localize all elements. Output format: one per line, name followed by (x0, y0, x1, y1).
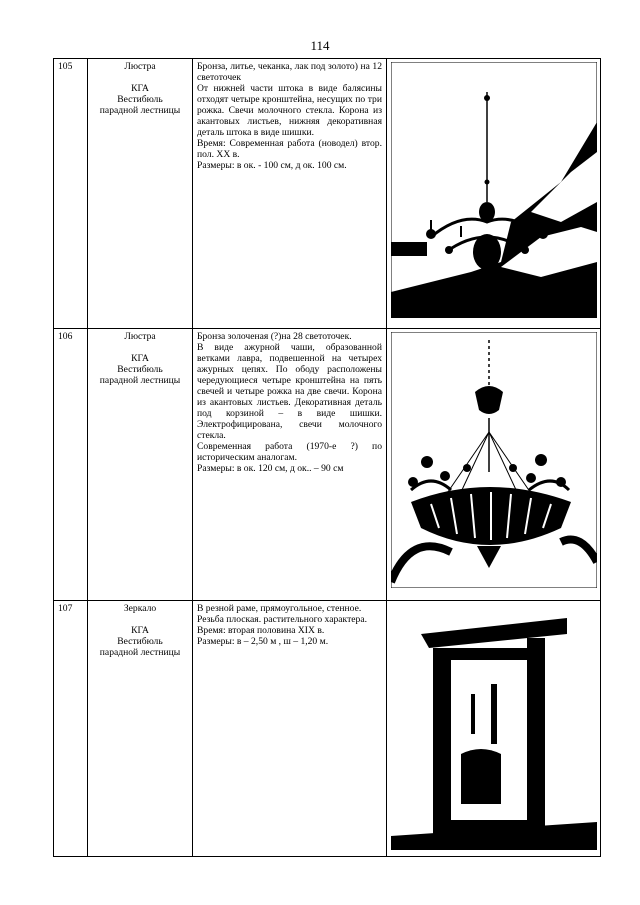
description-paragraph: Современная работа (1970-е ?) по историческим аналогам. (197, 441, 382, 463)
item-location: Вестибюль (117, 364, 163, 375)
item-number: 106 (54, 329, 88, 601)
description-dimensions: Размеры: в ок. 120 см, д ок.. – 90 см (197, 463, 344, 474)
item-photo-cell (387, 601, 601, 857)
catalog-table (53, 58, 601, 857)
mirror-photo (391, 604, 597, 850)
page-number: 114 (310, 38, 330, 53)
item-location: КГА (131, 353, 149, 364)
item-description (193, 601, 387, 857)
item-location: КГА (131, 625, 149, 636)
item-location: Вестибюль (117, 636, 163, 647)
description-paragraph: От нижней части штока в виде балясины отходят четыре кронштейна, несущих по три рожка. Свечи молочного стекла. Корона из акантовых листьев, нижняя декоративная деталь штока в виде шишки. (197, 83, 382, 138)
description-paragraph: В резной раме, прямоугольное, стенное. (197, 603, 362, 614)
item-name: Люстра (124, 61, 156, 72)
item-name: Зеркало (123, 603, 157, 614)
item-location: парадной лестницы (99, 647, 181, 658)
item-photo-cell (387, 59, 601, 329)
item-location: Вестибюль (117, 94, 163, 105)
bowl-chandelier-photo (391, 332, 597, 588)
description-paragraph: Резьба плоская. растительного характера. (197, 614, 367, 625)
item-location: парадной лестницы (99, 375, 181, 386)
item-name-cell (88, 59, 193, 329)
item-name-cell (88, 329, 193, 601)
table-row (54, 329, 601, 601)
item-number: 105 (54, 59, 88, 329)
description-paragraph: В виде ажурной чаши, образованной ветками лавра, подвешенной на четырех ажурных цепях. По ободу расположены чередующиеся четыре кронштейна на пять свечей и четыре рожка на две свечи. Корона из акантовых листьев. Декоративная деталь под корзиной – в виде шишки. Электрофицирована, свечи молочного стекла. (197, 342, 382, 441)
description-dimensions: Размеры: в ок. - 100 см, д ок. 100 см. (197, 160, 347, 171)
item-name: Люстра (124, 331, 156, 342)
description-paragraph: Бронза золоченая (?)на 28 светоточек. (197, 331, 352, 342)
item-description (193, 329, 387, 601)
item-number: 107 (54, 601, 88, 857)
item-description (193, 59, 387, 329)
table-row (54, 59, 601, 329)
table-row (54, 601, 601, 857)
item-photo-cell (387, 329, 601, 601)
item-location: КГА (131, 83, 149, 94)
description-dimensions: Размеры: в – 2,50 м , ш – 1,20 м. (197, 636, 329, 647)
item-name-cell (88, 601, 193, 857)
description-paragraph: Бронза, литье, чеканка, лак под золото) на 12 светоточек (197, 61, 382, 83)
description-paragraph: Время: Современная работа (новодел) втор. пол. XX в. (197, 138, 382, 160)
description-paragraph: Время: вторая половина XIX в. (197, 625, 325, 636)
chandelier-photo (391, 62, 597, 318)
item-location: парадной лестницы (99, 105, 181, 116)
